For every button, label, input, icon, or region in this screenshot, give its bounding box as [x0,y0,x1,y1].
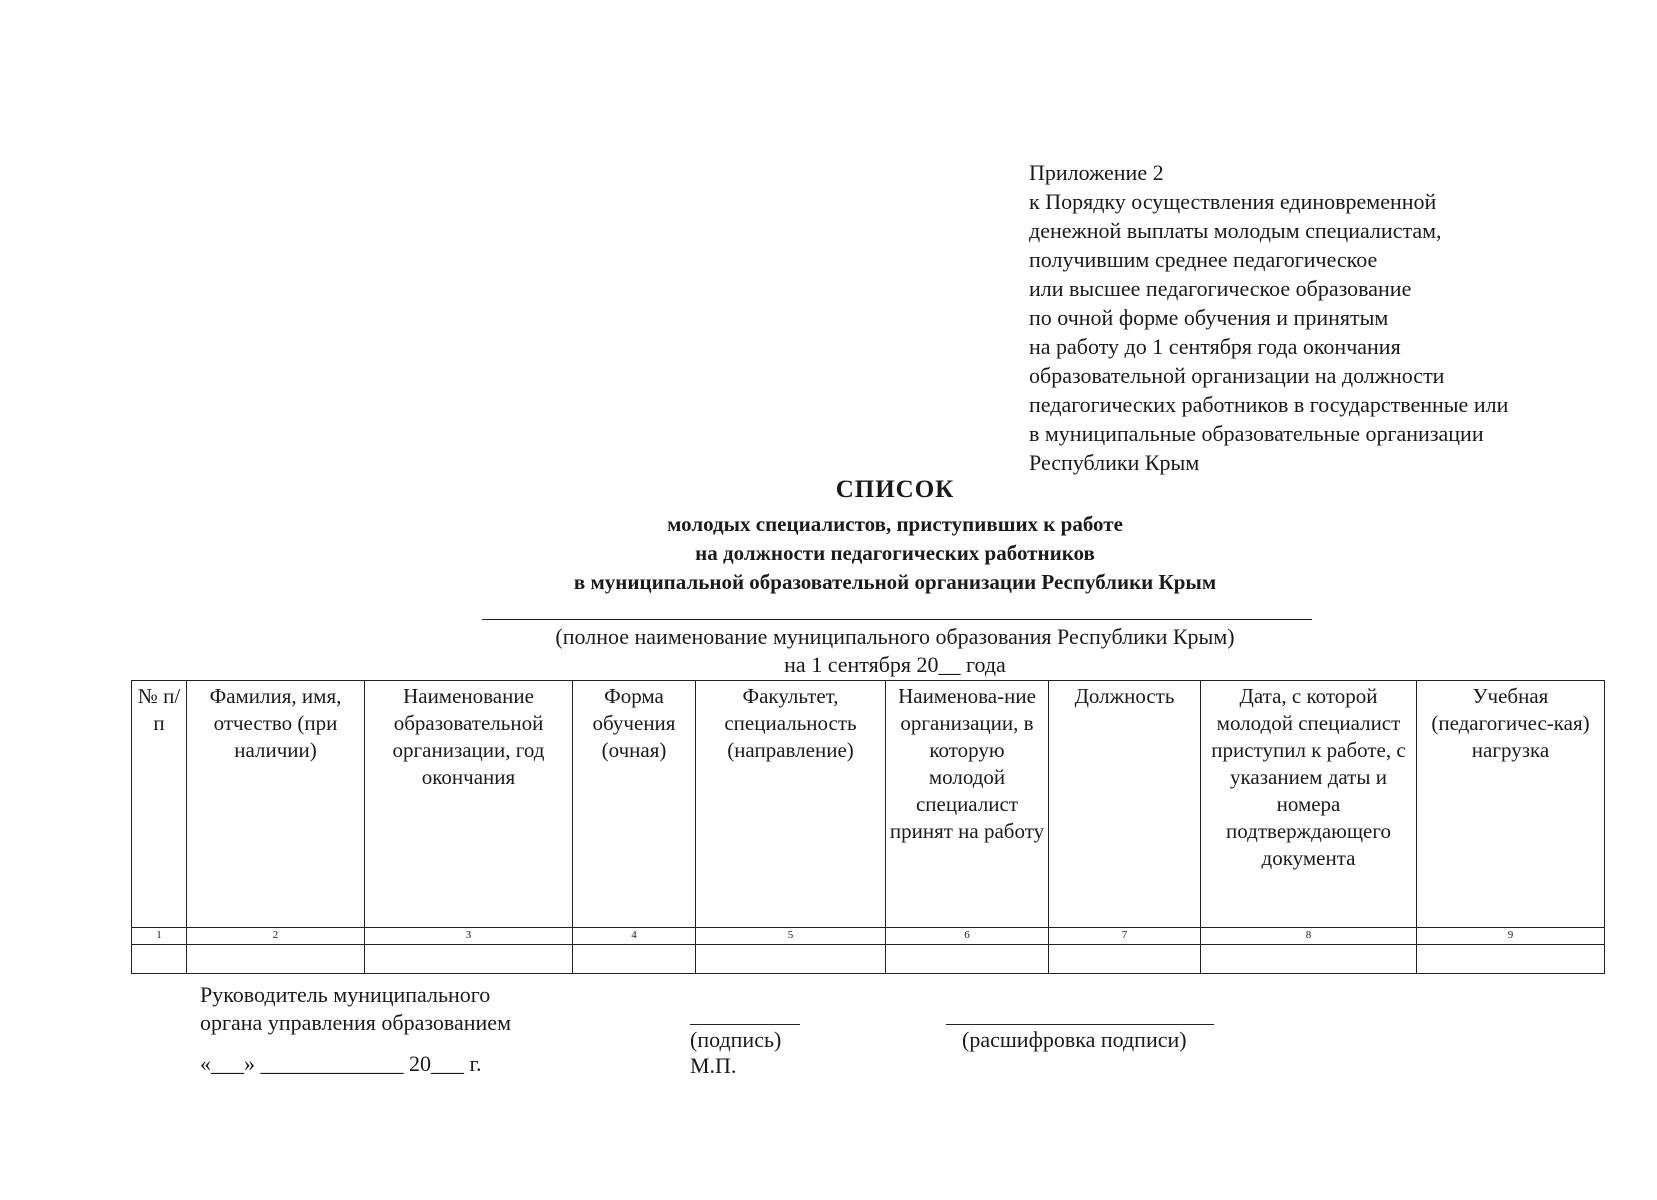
municipality-caption: (полное наименование муниципального образования Республики Крым) [555,624,1235,649]
header-number: № п/п [132,681,187,928]
signature-line [690,1024,800,1025]
table-row [132,945,1605,974]
table-cell [132,945,187,974]
table-cell [696,945,886,974]
table-cell [1049,945,1201,974]
table-cell [573,945,696,974]
appendix-note [1029,158,1629,477]
header-position: Должность [1049,681,1201,928]
column-number: 1 [132,928,187,945]
head-label-line: Руководитель муниципального [200,982,491,1007]
header-study-form: Форма обучения (очная) [573,681,696,928]
column-number: 4 [573,928,696,945]
header-employer-org: Наименова-ние организации, в которую молодой специалист принят на работу [886,681,1049,928]
signature-date: «___» _____________ 20___ г. [200,1051,482,1076]
appendix-line: на работу до 1 сентября года окончания [1029,334,1401,359]
appendix-line: получившим среднее педагогическое [1029,247,1378,272]
head-of-authority-label [200,981,511,1037]
table-cell [365,945,573,974]
column-number: 5 [696,928,886,945]
column-number: 7 [1049,928,1201,945]
report-date-line: на 1 сентября 20__ года [784,652,1006,677]
column-number: 3 [365,928,573,945]
table-cell [1417,945,1605,974]
column-number-row [132,928,1605,945]
table-cell [187,945,365,974]
column-number: 2 [187,928,365,945]
column-number: 8 [1201,928,1417,945]
header-start-date: Дата, с которой молодой специалист приступил к работе, с указанием даты и номера подтверждающего документа [1201,681,1417,928]
municipality-fill-line [482,619,1312,620]
signature-decode-caption: (расшифровка подписи) [962,1027,1187,1052]
table-cell [886,945,1049,974]
subtitle-line: на должности педагогических работников [695,541,1095,565]
column-number: 6 [886,928,1049,945]
header-education-org: Наименование образовательной организации, год окончания [365,681,573,928]
appendix-line: образовательной организации на должности [1029,363,1445,388]
appendix-line: педагогических работников в государственные или [1029,392,1509,417]
header-faculty: Факультет, специальность (направление) [696,681,886,928]
header-workload: Учебная (педагогичес-кая) нагрузка [1417,681,1605,928]
appendix-line: по очной форме обучения и принятым [1029,305,1389,330]
subtitle-line: в муниципальной образовательной организации Республики Крым [573,570,1217,594]
header-full-name: Фамилия, имя, отчество (при наличии) [187,681,365,928]
table-header-row [132,681,1605,928]
appendix-line: или высшее педагогическое образование [1029,276,1412,301]
appendix-line: денежной выплаты молодым специалистам, [1029,218,1442,243]
stamp-placeholder: М.П. [690,1053,737,1078]
subtitle-line: молодых специалистов, приступивших к работе [667,512,1123,536]
appendix-line: к Порядку осуществления единовременной [1029,189,1437,214]
appendix-line: Республики Крым [1029,450,1200,475]
appendix-line: Приложение 2 [1029,160,1164,185]
signature-caption: (подпись) [690,1027,782,1052]
head-label-line: органа управления образованием [200,1010,511,1035]
document-subtitle [420,510,1370,597]
signature-decode-line [946,1024,1214,1025]
specialists-table [131,680,1605,974]
column-number: 9 [1417,928,1605,945]
table-cell [1201,945,1417,974]
appendix-line: в муниципальные образовательные организации [1029,421,1484,446]
document-title: СПИСОК [835,476,955,503]
